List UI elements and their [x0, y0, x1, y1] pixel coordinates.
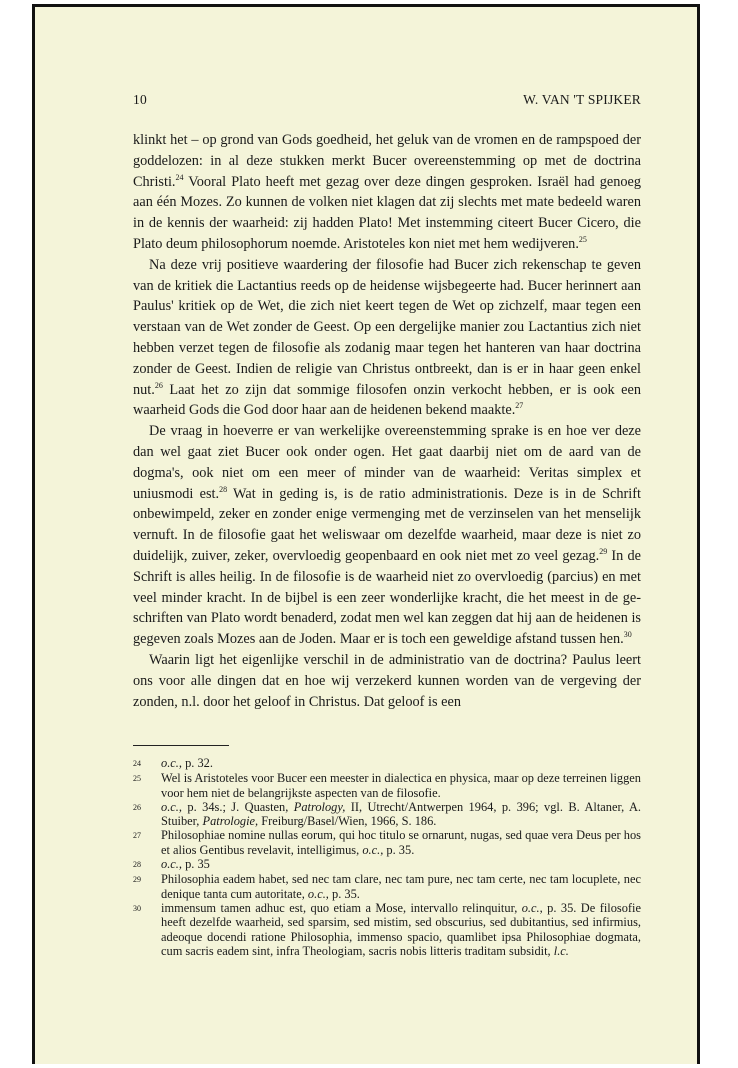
text-run: Philosophia eadem habet, sed nec tam clare, nec tam pure, nec tam certe, nec tam locuplete, nec denique tanta cum autoritate,: [161, 872, 641, 901]
footnote-number: 24: [133, 759, 141, 768]
text-run: Laat het zo zijn dat sommige filosofen onzin verkocht hebben, er is ook een waarheid Gods die God door haar aan de heidenen bekend maakte.: [133, 381, 641, 419]
text-run: p. 35.: [383, 842, 415, 857]
footnote-number: 25: [133, 774, 141, 784]
footnote: [133, 857, 641, 872]
text-run: immensum tamen adhuc est, quo etiam a Mose, intervallo relinquitur,: [161, 900, 522, 915]
text-run: p. 35: [182, 857, 210, 872]
footnote-number: 29: [133, 875, 141, 885]
footnote-text: [161, 800, 641, 829]
footnote: [133, 901, 641, 958]
italic-text: o.c.,: [161, 857, 182, 872]
text-run: Freiburg/Basel/Wien, 1966, S. 186.: [258, 814, 437, 829]
footnote-ref: 25: [578, 234, 587, 244]
footnote: [133, 828, 641, 857]
text-run: p. 35. De filosofie heeft dezelfde waarheid, sed sparsim, sed mistim, sed obscurius, sed dubitantius, sed infirmius, adeoque docendi ratione Philosophia, immenso spacio, quamlibet ipsa Philosophiae dogmata, cum sacris eadem sint, infra Theologiam, sacris nobis litteris traditam subsidit,: [161, 900, 641, 958]
text-run: Vooral Plato heeft met gezag over deze dingen gesproken. Israël had genoeg aan één Mozes. Zo kunnen de volken niet klagen dat zij slechts met mate bedeeld waren in de kennis der waarheid: zij hadden Plato! Met instemming citeert Bucer Cicero, die Plato deum philosophorum noemde. Aristoteles kon niet met hem wedijveren.: [133, 173, 641, 252]
text-run: Wel is Aristoteles voor Bucer een meester in dialectica en physica, maar op deze terreinen liggen voor hem niet de belangrijkste aspecten van de filosofie.: [161, 771, 641, 800]
footnotes: [133, 756, 641, 958]
text-run: De vraag in hoeverre er van werkelijke overeenstemming sprake is en hoe ver deze dan wel gaat ziet Bucer ook onder ogen. Het gaat daarbij niet om de aard van de dogma's, ook niet om een meer of minder van de waarheid: Veritas simplex et uniusmodi est.: [133, 423, 641, 502]
italic-text: o.c.,: [161, 799, 182, 814]
italic-text: o.c.,: [362, 842, 384, 857]
footnote-number: 28: [133, 860, 141, 870]
footnote: [133, 872, 641, 901]
text-run: Waarin ligt het eigenlijke verschil in de administratio van de doctrina? Paulus leert ons voor alle dingen dat en hoe wij verzekerd kunnen worden van de vergeving der zonden, n.l. door het geloof in Christus. Dat geloof is een: [133, 651, 641, 710]
footnote: [133, 800, 641, 829]
italic-text: o.c.,: [521, 900, 543, 915]
footnote: [133, 756, 641, 771]
text-run: klinkt het – op grond van Gods goedheid, het geluk van de vromen en de rampspoed der goddelozen: in al deze stukken merkt Bucer overeenstemming op met de doctrina Christi.: [133, 132, 641, 190]
text-run: p. 34s.; J. Quasten,: [182, 799, 294, 814]
text-run: p. 35.: [328, 886, 360, 901]
paragraph: [133, 130, 641, 255]
italic-text: Patrology,: [293, 799, 346, 814]
paragraph: [133, 650, 641, 712]
text-run: Na deze vrij positieve waardering der filosofie had Bucer zich rekenschap te geven van de kritiek die Lactantius reeds op de heidense wijsbegeerte had. Bucer herinnert aan Paulus' kritiek op de Wet, die zich niet keert tegen de Wet op zichzelf, maar tegen een verstaan van de Wet zonder de Geest. Op een dergelijke manier zou Lactantius zich niet hebben verzet tegen de filosofie als zodanig maar tegen het hanteren van haar doctrina zonder de Geest. Indien de religie van Christus ontbreekt, dan is er in haar geen enkel nut.: [133, 256, 641, 398]
italic-text: l.c.: [553, 943, 569, 958]
text-run: In de Schrift is alles heilig. In de filosofie is de waarheid niet zo overvloedig (parcius) en met veel minder kracht. In de bijbel is een zeer wonderlijke kracht, die het meest in de geschriften van Plato wordt benaderd, zodat men wel kan zeggen dat hij aan de heidenen is gegeven zoals Mozes aan de Joden. Maar er is toch een geweldige afstand tussen hen.: [133, 547, 641, 648]
italic-text: o.c.,: [161, 756, 182, 770]
page-number: 10: [133, 92, 147, 107]
running-head: W. VAN 'T SPIJKER: [523, 92, 641, 107]
footnote-text: [161, 756, 641, 771]
footnote-text: [161, 828, 641, 857]
footnote-text: [161, 901, 641, 958]
footnote-ref: 30: [623, 630, 632, 640]
body-text: [133, 130, 641, 712]
footnote-number: 30: [133, 903, 141, 913]
paragraph: [133, 421, 641, 650]
italic-text: o.c.,: [307, 886, 329, 901]
footnote-number: 27: [133, 831, 141, 841]
footnote-text: [161, 857, 641, 872]
footnote-ref: 27: [515, 401, 524, 411]
footnote-ref: 29: [599, 546, 608, 556]
footnote-text: [161, 872, 641, 901]
italic-text: Patrologie,: [202, 814, 259, 829]
text-run: Wat in geding is, is de ratio administrationis. Deze is in de Schrift onbewimpeld, zeker en zonder enige vermenging met de verzinselen van het menselijk vernuft. In de filosofie gaat het weliswaar om dezelfde waarheid, maar deze is niet zo duidelijk, zuiver, zeker, overvloedig geopenbaard en ook niet met zo veel gezag.: [133, 485, 641, 564]
footnote-ref: 28: [219, 484, 228, 494]
page-header: [133, 92, 641, 108]
paragraph: [133, 255, 641, 421]
footnote-ref: 26: [154, 380, 163, 390]
text-run: II, Utrecht/Antwerpen 1964, p. 396; vgl. B. Altaner, A. Stuiber,: [161, 799, 642, 829]
text-run: p. 32.: [182, 756, 213, 770]
footnote-text: [161, 771, 641, 800]
footnote-number: 26: [133, 802, 141, 812]
footnote: [133, 771, 641, 800]
footnote-divider: [133, 745, 229, 746]
text-run: Philosophiae nomine nullas eorum, qui hoc titulo se ornarunt, nugas, sed quae vera Deus per hos et alios Gentibus revelavit, intelligimus,: [161, 828, 641, 857]
footnote-ref: 24: [175, 172, 184, 182]
